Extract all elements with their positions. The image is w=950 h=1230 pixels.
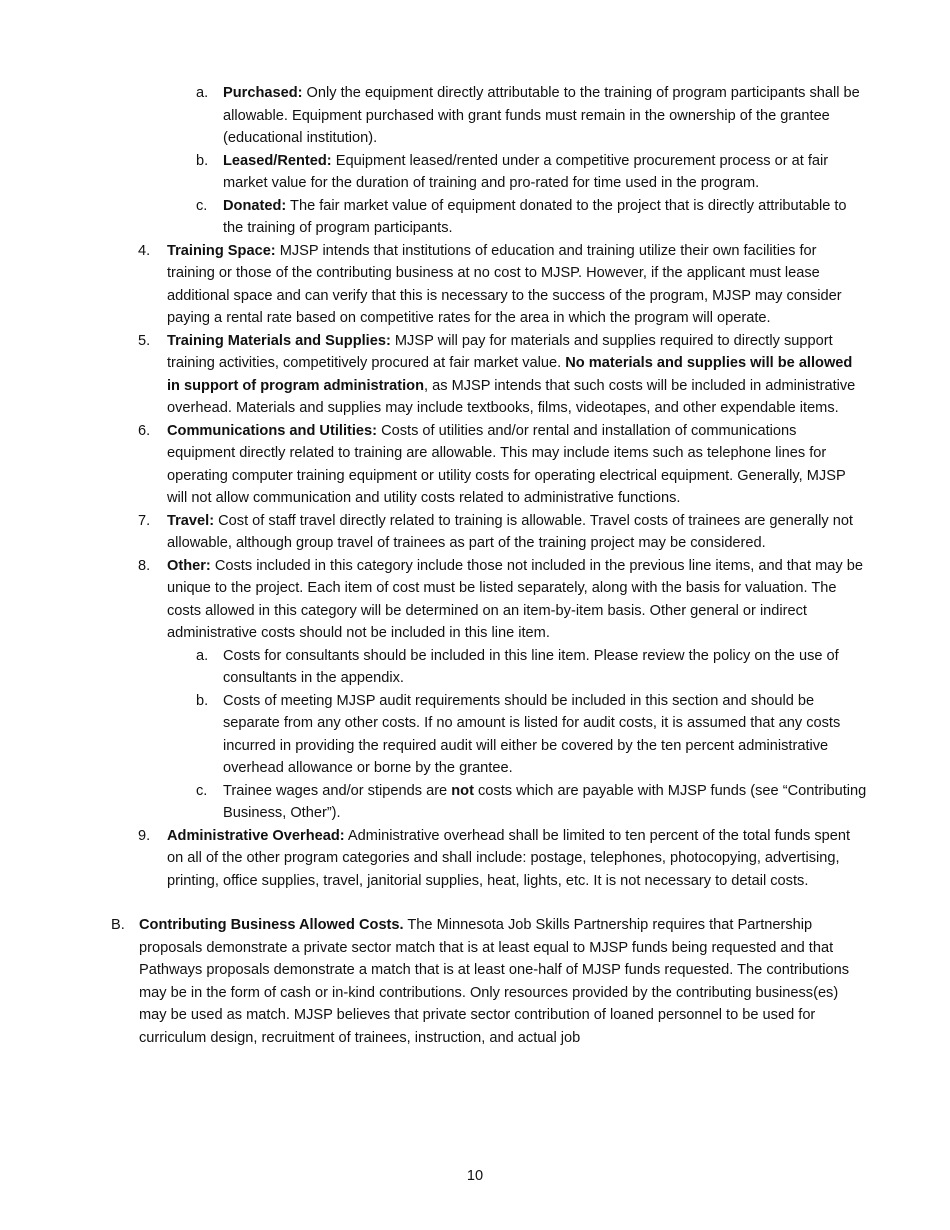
list-marker: b. xyxy=(196,152,209,169)
list-item-other xyxy=(0,555,950,645)
list-item-text xyxy=(167,240,867,330)
list-item-text xyxy=(167,825,867,893)
list-item-text xyxy=(223,780,868,825)
list-item-text xyxy=(167,510,867,555)
item-title: Donated: xyxy=(223,197,287,214)
list-marker: c. xyxy=(196,782,208,799)
item-title: Administrative Overhead: xyxy=(167,827,345,844)
list-item-trainee-wages xyxy=(0,780,950,825)
section-text xyxy=(139,914,867,1049)
list-item-training-materials xyxy=(0,330,950,420)
item-body: MJSP intends that institutions of education and training utilize their own facilities for training or those of the contributing business at no cost to MJSP. However, if the applicant must lease additional space and can verify that this is necessary to the success of the program, MJSP may consider paying a rental rate based on competitive rates for the area in which the program will operate. xyxy=(167,242,842,326)
item-title: Communications and Utilities: xyxy=(167,422,378,439)
item-title: Other: xyxy=(167,557,211,574)
item-body: Only the equipment directly attributable to the training of program participants shall be allowable. Equipment purchased with grant funds must remain in the ownership of the grantee (educational institution). xyxy=(223,85,860,146)
item-body-emphasis: No materials and supplies will be allowed in support of program administration xyxy=(167,355,853,394)
list-item-text xyxy=(167,555,867,645)
item-body: MJSP will pay for materials and supplies required to directly support training activities, competitively procured at fair market value. xyxy=(167,332,833,371)
page-number: 10 xyxy=(466,1168,484,1184)
list-item-purchased xyxy=(0,82,950,150)
list-item-text xyxy=(223,150,868,195)
list-item-text xyxy=(167,330,867,420)
list-item-text xyxy=(223,82,868,150)
item-body: Costs of utilities and/or rental and installation of communications equipment directly related to training are allowable. This may include items such as telephone lines for operating computer training equipment or utility costs for operating electrical equipment. Generally, MJSP will not allow communication and utility costs related to administrative functions. xyxy=(167,422,846,506)
list-item-text: Costs of meeting MJSP audit requirements should be included in this section and should be separate from any other costs. If no amount is listed for audit costs, it is assumed that any costs incurred in providing the required audit will either be covered by the ten percent administrative overhead allowance or borne by the grantee. xyxy=(223,692,841,776)
item-body: Administrative overhead shall be limited to ten percent of the total funds spent on all of the other program categories and shall include: postage, telephones, photocopying, advertising, printing, office supplies, travel, janitorial supplies, heat, lights, etc. It is not necessary to detail costs. xyxy=(167,827,851,889)
item-body: The fair market value of equipment donated to the project that is directly attributable to the training of program participants. xyxy=(223,197,847,236)
item-body: Cost of staff travel directly related to training is allowable. Travel costs of trainees are generally not allowable, although group travel of trainees as part of the training project may be considered. xyxy=(167,512,853,551)
item-title: Training Materials and Supplies: xyxy=(167,332,391,349)
list-marker: 4. xyxy=(138,242,151,259)
list-item-leased-rented xyxy=(0,150,950,195)
item-body: , as MJSP intends that such costs will be included in administrative overhead. Materials and supplies may include textbooks, films, videotapes, and other expendable items. xyxy=(167,377,856,416)
list-marker: 8. xyxy=(138,557,151,574)
item-body: Costs included in this category include those not included in the previous line items, and that may be unique to the project. Each item of cost must be listed separately, along with the basis for valuation. The costs allowed in this category will be determined on an item-by-item basis. Other general or indirect administrative costs should not be included in this line item. xyxy=(167,557,864,641)
item-body-emphasis: not xyxy=(451,782,474,799)
list-marker: a. xyxy=(196,85,209,101)
section-contributing-business xyxy=(0,914,950,1049)
item-body: Trainee wages and/or stipends are xyxy=(223,782,452,799)
list-item-consultants xyxy=(0,645,950,690)
item-body: costs which are payable with MJSP funds (see “Contributing Business, Other”). xyxy=(223,782,867,821)
list-item-text: Costs for consultants should be included in this line item. Please review the policy on the use of consultants in the appendix. xyxy=(223,647,839,686)
list-marker: 5. xyxy=(138,332,151,349)
list-item-training-space xyxy=(0,240,950,330)
list-marker: 7. xyxy=(138,512,151,529)
list-item-audit-requirements xyxy=(0,690,950,780)
list-marker: c. xyxy=(196,197,208,214)
item-title: Purchased: xyxy=(223,85,303,101)
list-item-administrative-overhead xyxy=(0,825,950,893)
list-item-donated xyxy=(0,195,950,240)
list-marker: a. xyxy=(196,647,209,664)
item-title: Training Space: xyxy=(167,242,276,259)
page-content xyxy=(0,82,950,1049)
section-marker: B. xyxy=(111,917,125,933)
list-marker: 6. xyxy=(138,422,151,439)
item-title: Travel: xyxy=(167,512,215,529)
item-body: Equipment leased/rented under a competitive procurement process or at fair market value for the duration of training and pro-rated for time used in the program. xyxy=(223,152,829,191)
section-body: The Minnesota Job Skills Partnership requires that Partnership proposals demonstrate a private sector match that is at least equal to MJSP funds being requested and that Pathways proposals demonstrate a match that is at least one-half of MJSP funds requested. The contributions may be in the form of cash or in-kind contributions. Only resources provided by the contributing business(es) may be used as match. MJSP believes that private sector contribution of loaned personnel to be used for curriculum design, recruitment of trainees, instruction, and actual job xyxy=(139,917,850,1046)
list-marker: b. xyxy=(196,692,209,709)
list-item-communications-utilities xyxy=(0,420,950,510)
list-item-text xyxy=(223,195,868,240)
list-marker: 9. xyxy=(138,827,151,844)
list-item-travel xyxy=(0,510,950,555)
list-item-text xyxy=(167,420,867,510)
section-title: Contributing Business Allowed Costs. xyxy=(139,917,404,933)
item-title: Leased/Rented: xyxy=(223,152,332,169)
